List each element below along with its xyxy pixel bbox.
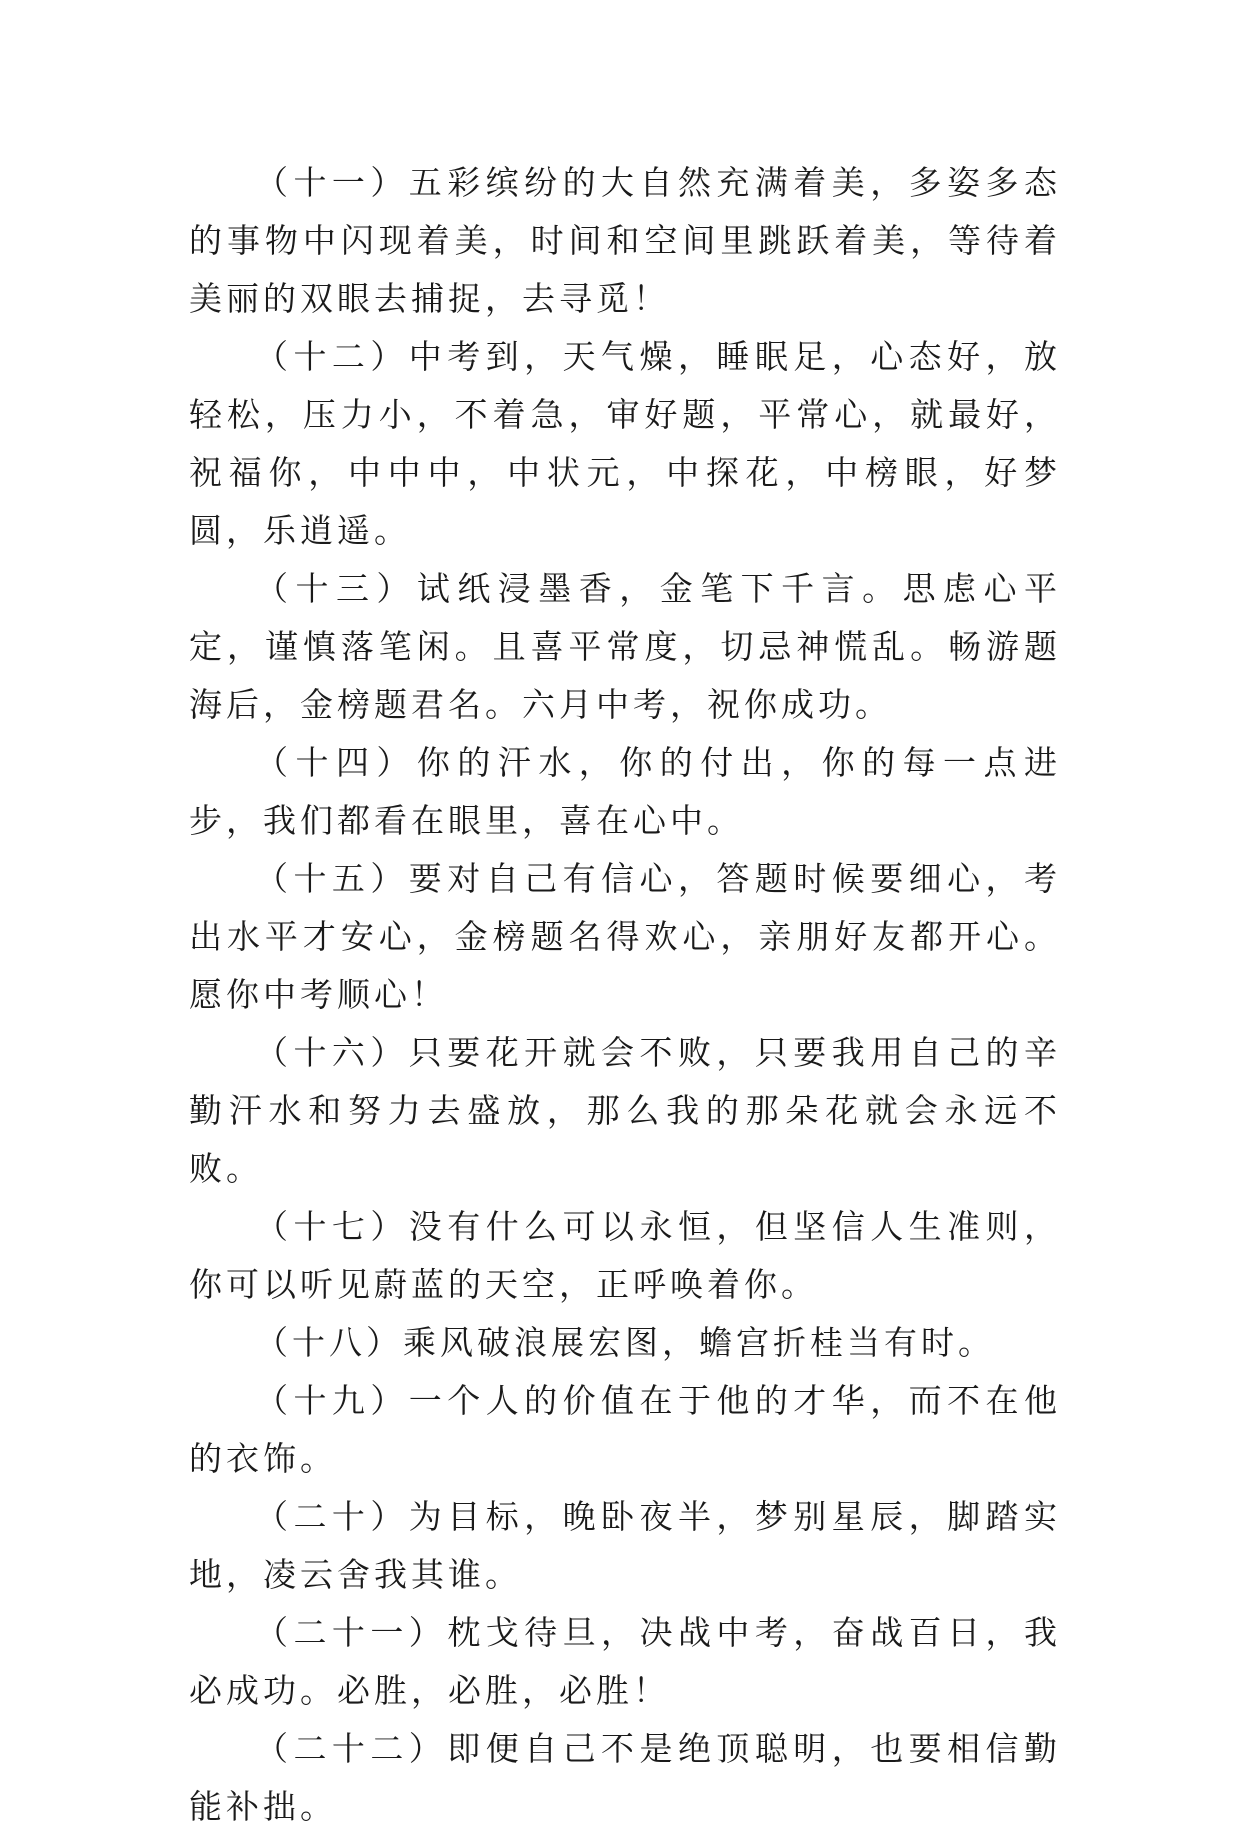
paragraph-13: （十三）试纸浸墨香，金笔下千言。思虑心平定，谨慎落笔闲。且喜平常度，切忌神慌乱。畅游题海后，金榜题君名。六月中考，祝你成功。 (189, 569, 1061, 724)
document-body (189, 154, 1061, 1836)
paragraph-19: （十九）一个人的价值在于他的才华，而不在他的衣饰。 (189, 1381, 1061, 1478)
paragraph-17: （十七）没有什么可以永恒，但坚信人生准则，你可以听见蔚蓝的天空，正呼唤着你。 (189, 1207, 1061, 1304)
paragraph-16: （十六）只要花开就会不败，只要我用自己的辛勤汗水和努力去盛放，那么我的那朵花就会永远不败。 (189, 1033, 1061, 1188)
paragraph-21: （二十一）枕戈待旦，决战中考，奋战百日，我必成功。必胜，必胜，必胜！ (189, 1613, 1061, 1710)
paragraph-22: （二十二）即便自己不是绝顶聪明，也要相信勤能补拙。 (189, 1729, 1061, 1826)
paragraph-11: （十一）五彩缤纷的大自然充满着美，多姿多态的事物中闪现着美，时间和空间里跳跃着美，等待着美丽的双眼去捕捉，去寻觅！ (189, 163, 1061, 318)
paragraph-20: （二十）为目标，晚卧夜半，梦别星辰，脚踏实地，凌云舍我其谁。 (189, 1497, 1061, 1594)
paragraph-15: （十五）要对自己有信心，答题时候要细心，考出水平才安心，金榜题名得欢心，亲朋好友都开心。愿你中考顺心！ (189, 859, 1061, 1014)
paragraph-18: （十八）乘风破浪展宏图，蟾宫折桂当有时。 (255, 1323, 995, 1362)
paragraph-12: （十二）中考到，天气燥，睡眠足，心态好，放轻松，压力小，不着急，审好题，平常心，就最好，祝福你，中中中，中状元，中探花，中榜眼，好梦圆，乐逍遥。 (189, 337, 1061, 550)
paragraph-14: （十四）你的汗水，你的付出，你的每一点进步，我们都看在眼里，喜在心中。 (189, 743, 1061, 840)
